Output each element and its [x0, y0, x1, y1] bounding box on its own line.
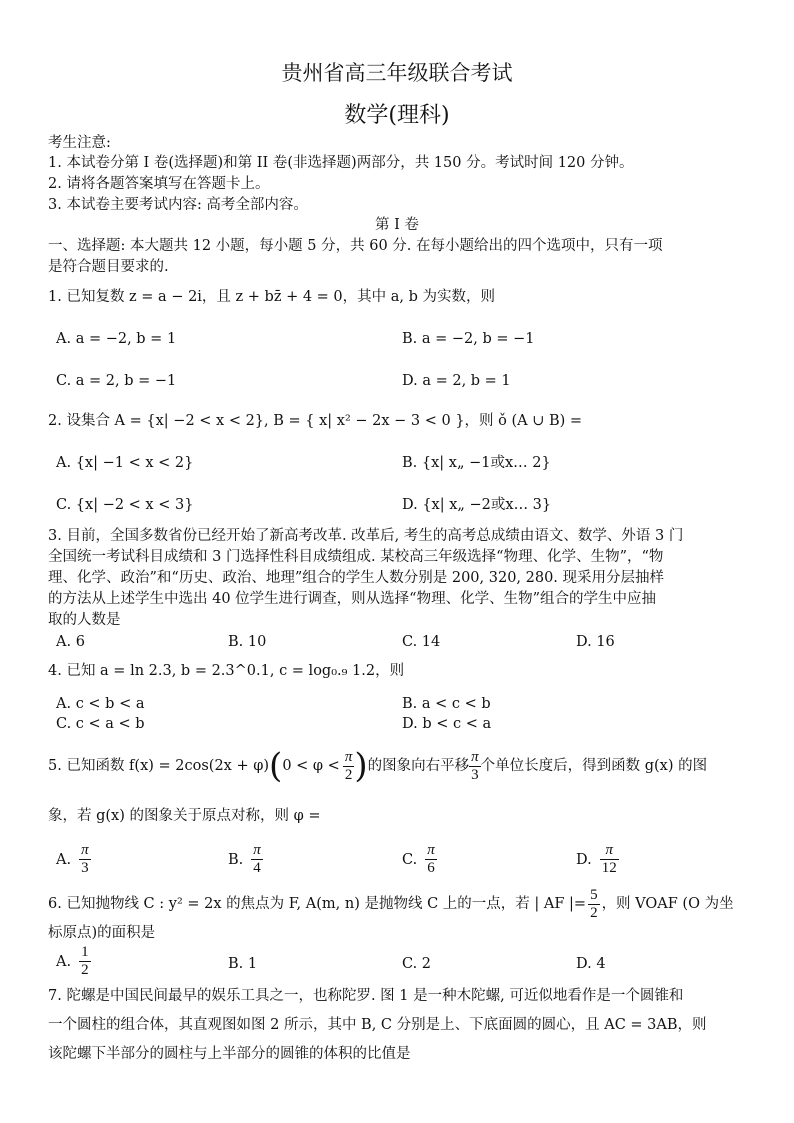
q1-option-b: B. a = −2, b = −1 — [402, 331, 535, 347]
q5-option-d-fraction — [600, 842, 619, 877]
q5-shift-den: 3 — [471, 766, 479, 783]
q3-line-5: 取的人数是 — [48, 612, 121, 628]
q1-option-d: D. a = 2, b = 1 — [402, 373, 511, 389]
notice-item-2: 2. 请将各题答案填写在答题卡上。 — [48, 176, 270, 192]
q5-stem-part2: 的图象向右平移 — [367, 758, 470, 774]
q7-line-2: 一个圆柱的组合体，其直观图如图 2 所示，其中 B, C 分别是上、下底面圆的圆心，且 AC = 3AB，则 — [48, 1017, 707, 1033]
q5-cond-den: 2 — [344, 766, 353, 783]
q5-cond-fraction — [343, 749, 355, 784]
q1-option-a: A. a = −2, b = 1 — [56, 331, 177, 347]
notice-item-1: 1. 本试卷分第 I 卷(选择题)和第 II 卷(非选择题)两部分，共 150 分。考试时间 120 分钟。 — [48, 155, 634, 171]
notice-item-3: 3. 本试卷主要考试内容: 高考全部内容。 — [48, 197, 308, 213]
q2-stem: 2. 设集合 A = {x| −2 < x < 2}, B = { x| x² − 2x − 3 < 0 }，则 ǒ (A ∪ B) = — [48, 413, 583, 429]
q6-option-a-label: A. — [56, 953, 72, 970]
q5-stem — [48, 744, 707, 788]
q5-option-d-num: π — [600, 842, 619, 860]
q5-option-a-label: A. — [56, 851, 72, 868]
q3-line-4: 的方法从上述学生中选出 40 位学生进行调查，则从选择“物理、化学、生物”组合的学生中应抽 — [48, 591, 656, 607]
q5-option-d-den: 12 — [601, 860, 617, 876]
q5-option-a-den: 3 — [81, 860, 89, 876]
q3-line-3: 理、化学、政治”和“历史、政治、地理”组合的学生人数分别是 200, 320, 280. 现采用分层抽样 — [48, 570, 665, 586]
q7-line-3: 该陀螺下半部分的圆柱与上半部分的圆锥的体积的比值是 — [48, 1046, 411, 1062]
q6-af-den: 2 — [590, 904, 598, 921]
q5-option-d — [576, 842, 619, 877]
q1-stem: 1. 已知复数 z = a − 2i，且 z + bz̄ + 4 = 0，其中 a, b 为实数，则 — [48, 289, 496, 305]
q3-option-a: A. 6 — [56, 634, 85, 650]
q5-stem-part1: 5. 已知函数 f(x) = 2cos(2x + φ) — [48, 758, 270, 774]
section-intro-1: 一、选择题: 本大题共 12 小题，每小题 5 分，共 60 分. 在每小题给出的四个选项中，只有一项 — [48, 238, 663, 254]
q3-option-b: B. 10 — [228, 634, 267, 650]
q5-option-a-num: π — [81, 842, 89, 858]
q7-line-1: 7. 陀螺是中国民间最早的娱乐工具之一，也称陀罗. 图 1 是一种木陀螺, 可近似地看作是一个圆锥和 — [48, 988, 684, 1004]
q4-stem: 4. 已知 a = ln 2.3, b = 2.3^0.1, c = log₀.₉ 1.2，则 — [48, 663, 405, 679]
q6-option-a — [56, 944, 91, 979]
q6-option-b: B. 1 — [228, 956, 258, 972]
q6-stem — [48, 884, 734, 924]
section-title: 第 I 卷 — [375, 217, 419, 233]
q6-af-fraction — [588, 887, 600, 922]
q3-line-2: 全国统一考试科目成绩和 3 门选择性科目成绩组成. 某校高三年级选择“物理、化学、生物”，“物 — [48, 549, 664, 565]
q5-paren-left: ( — [269, 746, 283, 786]
notice-heading: 考生注意: — [48, 135, 111, 151]
q5-cond: 0 < φ < — [282, 758, 340, 774]
q2-option-d: D. {x| x„ −2或x… 3} — [402, 497, 552, 513]
q5-option-a — [56, 842, 91, 877]
q4-option-d: D. b < c < a — [402, 716, 492, 732]
q5-option-b-fraction — [251, 842, 263, 877]
q5-option-c-num: π — [427, 842, 435, 858]
q2-option-c: C. {x| −2 < x < 3} — [56, 497, 194, 513]
q4-option-c: C. c < a < b — [56, 716, 145, 732]
q6-stem-part1: 6. 已知抛物线 C : y² = 2x 的焦点为 F, A(m, n) 是抛物线 C 上的一点，若 | AF |= — [48, 896, 587, 912]
q5-option-c-fraction — [425, 842, 437, 877]
q5-cond-num: π — [344, 748, 353, 765]
q3-option-d: D. 16 — [576, 634, 615, 650]
q5-option-a-fraction — [79, 842, 91, 877]
q5-option-b-den: 4 — [253, 860, 261, 876]
q1-option-c: C. a = 2, b = −1 — [56, 373, 177, 389]
q3-line-1: 3. 目前，全国多数省份已经开始了新高考改革. 改革后, 考生的高考总成绩由语文、数学、外语 3 门 — [48, 528, 684, 544]
q6-option-a-den: 2 — [81, 962, 89, 978]
q6-option-d: D. 4 — [576, 956, 606, 972]
q5-option-c-label: C. — [402, 851, 418, 868]
q4-option-b: B. a < c < b — [402, 696, 491, 712]
q5-paren-right: ) — [354, 746, 368, 786]
q6-af-num: 5 — [590, 886, 598, 903]
q6-stem-part2: ，则 VOAF (O 为坐 — [601, 896, 734, 912]
q6-option-a-fraction — [79, 944, 91, 979]
q5-option-b-num: π — [253, 842, 261, 858]
q5-stem-part3: 个单位长度后，得到函数 g(x) 的图 — [480, 758, 708, 774]
q2-option-b: B. {x| x„ −1或x… 2} — [402, 455, 551, 471]
q4-option-a: A. c < b < a — [56, 696, 145, 712]
q5-shift-num: π — [471, 748, 479, 765]
exam-subtitle: 数学(理科) — [344, 103, 450, 128]
q3-option-c: C. 14 — [402, 634, 441, 650]
exam-title: 贵州省高三年级联合考试 — [281, 61, 513, 85]
q5-option-b-label: B. — [228, 851, 244, 868]
q6-option-c: C. 2 — [402, 956, 432, 972]
q5-option-b — [228, 842, 263, 877]
q6-option-a-num: 1 — [81, 944, 89, 960]
q5-option-c — [402, 842, 437, 877]
q5-option-d-label: D. — [576, 851, 592, 868]
q2-option-a: A. {x| −1 < x < 2} — [56, 455, 194, 471]
q5-shift-fraction — [469, 749, 481, 784]
section-intro-2: 是符合题目要求的. — [48, 259, 169, 275]
q5-option-c-den: 6 — [427, 860, 435, 876]
q5-stem-line2: 象，若 g(x) 的图象关于原点对称，则 φ = — [48, 808, 321, 824]
q6-stem-line2: 标原点)的面积是 — [48, 925, 156, 941]
